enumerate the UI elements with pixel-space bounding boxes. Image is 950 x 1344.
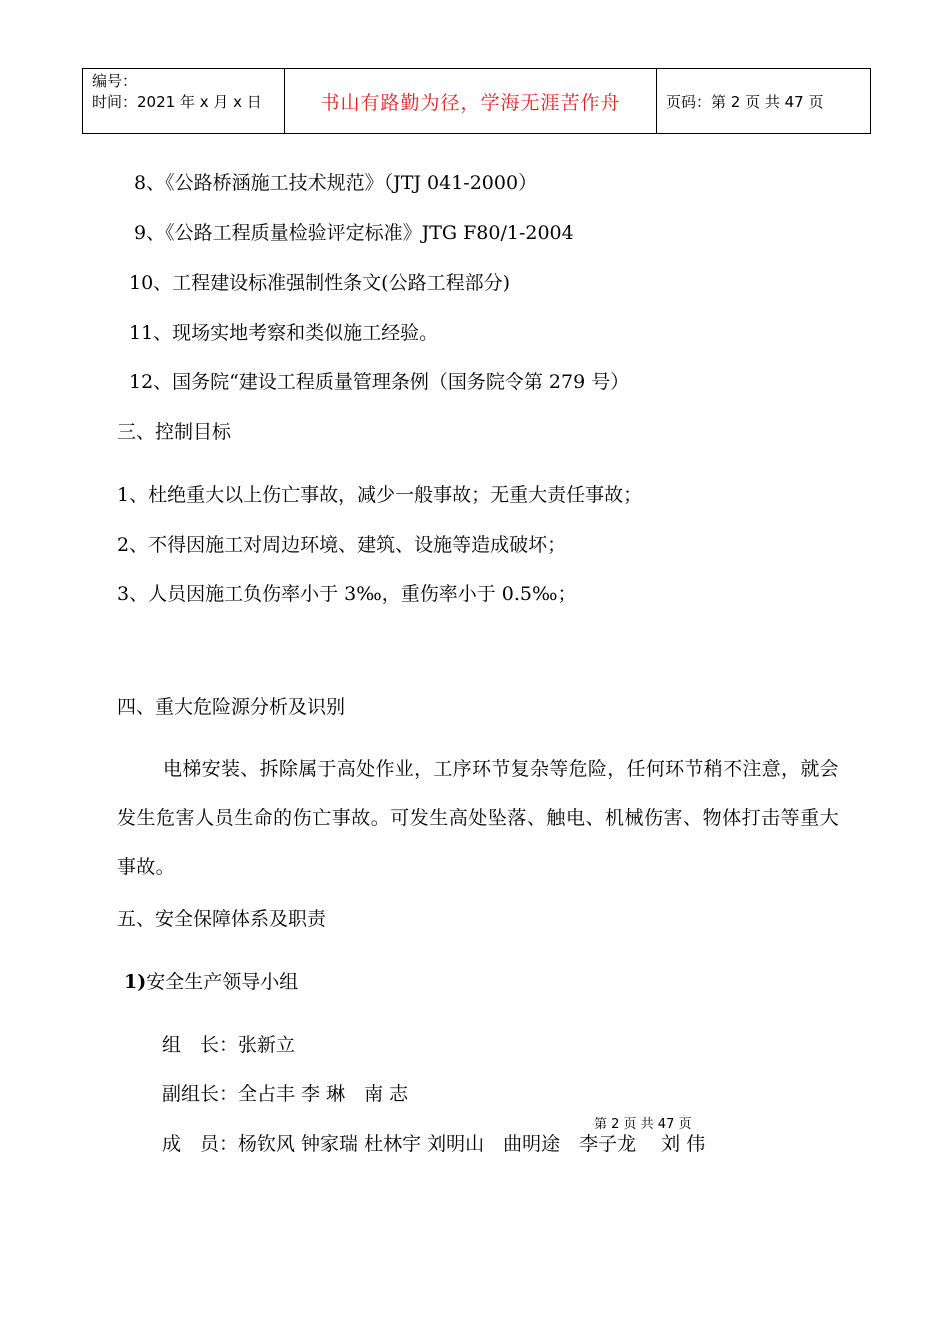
header-table (82, 68, 871, 134)
goal-item: 3、人员因施工负伤率小于 3‰，重伤率小于 0.5‰； (117, 583, 577, 605)
subsection-heading (124, 969, 298, 995)
footer-page-number: 第 2 页 共 47 页 (594, 1117, 692, 1132)
header-time: 时间：2021 年 x 月 x 日 (92, 93, 262, 111)
reference-item: 8、《公路桥涵施工技术规范》（JTJ 041-2000） (134, 172, 538, 194)
header-page: 页码：第 2 页 共 47 页 (666, 92, 824, 111)
section4-paragraph: 电梯安装、拆除属于高处作业，工序环节复杂等危险，任何环节稍不注意，就会发生危害人员生命的伤亡事故。可发生高处坠落、触电、机械伤害、物体打击等重大事故。 (117, 758, 839, 878)
goal-item: 2、不得因施工对周边环境、建筑、设施等造成破坏； (117, 534, 567, 556)
goal-item: 1、杜绝重大以上伤亡事故，减少一般事故；无重大责任事故； (117, 484, 643, 506)
header-motto: 书山有路勤为径，学海无涯苦作舟 (285, 69, 657, 133)
section4-title: 四、重大危险源分析及识别 (117, 696, 346, 718)
section3-title: 三、控制目标 (117, 421, 232, 443)
team-leader: 组 长：张新立 (162, 1034, 296, 1056)
subsection-title: 安全生产领导小组 (146, 971, 299, 993)
team-members: 成 员：杨钦风 钟家瑞 杜林宇 刘明山 曲明途 李子龙 刘 伟 (162, 1133, 706, 1155)
header-meta (83, 69, 285, 133)
reference-item: 10、工程建设标准强制性条文(公路工程部分) (129, 272, 511, 294)
reference-item: 11、现场实地考察和类似施工经验。 (129, 322, 439, 344)
reference-item: 9、《公路工程质量检验评定标准》JTG F80/1-2004 (134, 222, 574, 244)
team-deputy: 副组长：全占丰 李 琳 南 志 (162, 1083, 409, 1105)
reference-item: 12、国务院“建设工程质量管理条例（国务院令第 279 号） (129, 371, 630, 393)
header-number: 编号： (92, 72, 138, 90)
section5-title: 五、安全保障体系及职责 (117, 908, 327, 930)
subsection-number: 1) (124, 971, 147, 993)
